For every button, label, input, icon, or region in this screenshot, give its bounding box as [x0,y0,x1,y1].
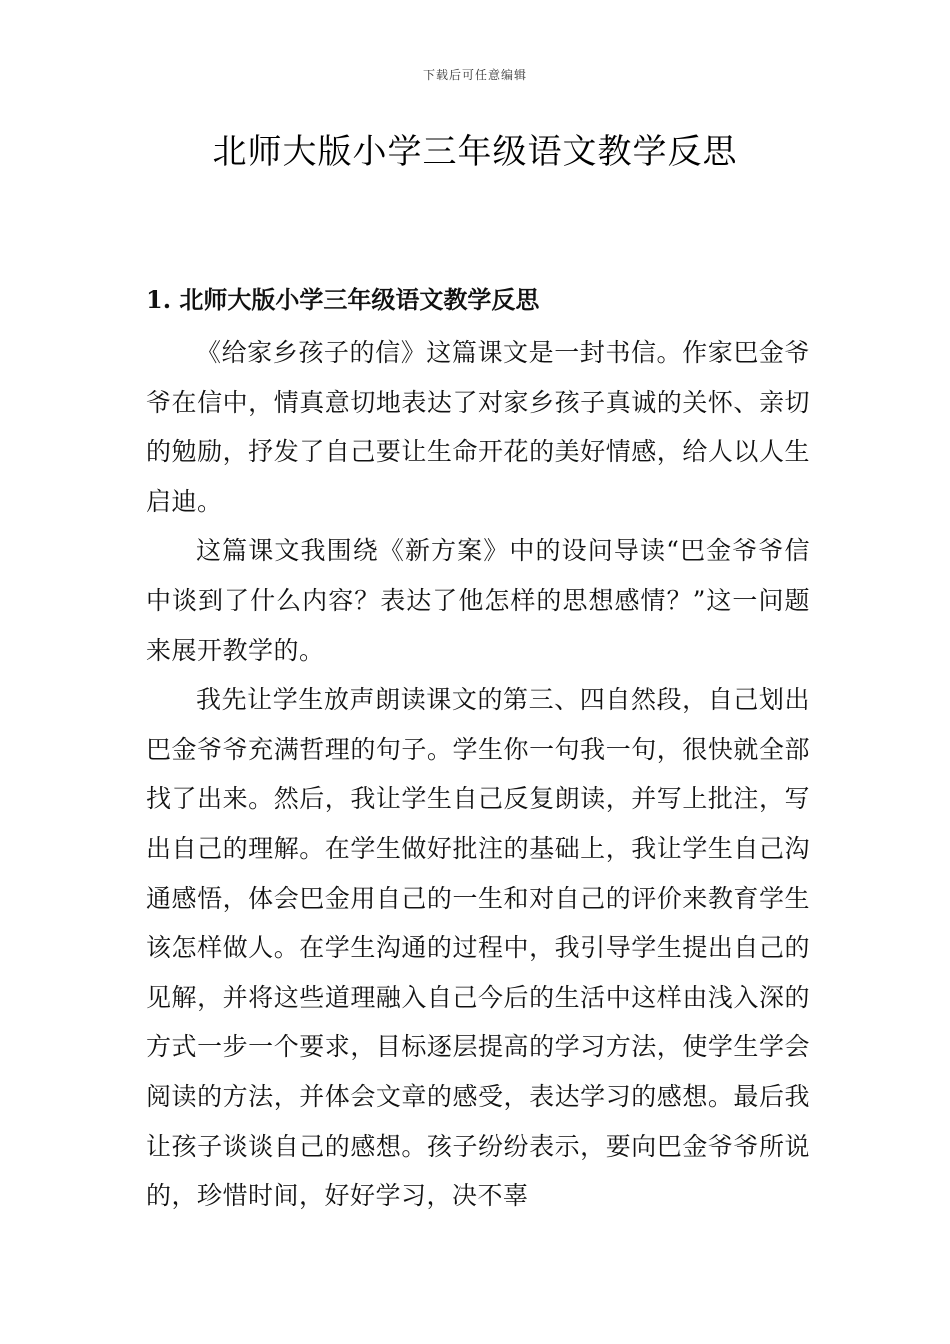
paragraph-teaching-process: 我先让学生放声朗读课文的第三、四自然段，自己划出巴金爷爷充满哲理的句子。学生你一句我一句，很快就全部找了出来。然后，我让学生自己反复朗读，并写上批注，写出自己的理解。在学生做好批注的基础上，我让学生自己沟通感悟，体会巴金用自己的一生和对自己的评价来教育学生该怎样做人。在学生沟通的过程中，我引导学生提出自己的见解，并将这些道理融入自己今后的生活中这样由浅入深的方式一步一个要求，目标逐层提高的学习方法，使学生学会阅读的方法，并体会文章的感受，表达学习的感想。最后我让孩子谈谈自己的感想。孩子纷纷表示，要向巴金爷爷所说的，珍惜时间，好好学习，决不辜 [146,685,810,1211]
document-title: 北师大版小学三年级语文教学反思 [212,132,738,172]
document-body [146,328,810,1221]
header-note: 下载后可任意编辑 [422,68,527,82]
section-heading: 1. 北师大版小学三年级语文教学反思 [146,285,540,314]
paragraph-intro: 《给家乡孩子的信》这篇课文是一封书信。作家巴金爷爷在信中，情真意切地表达了对家乡孩子真诚的关怀、亲切的勉励，抒发了自己要让生命开花的美好情感，给人以人生启迪。 [146,338,810,516]
paragraph-teaching-focus: 这篇课文我围绕《新方案》中的设问导读“巴金爷爷信中谈到了什么内容？表达了他怎样的思想感情？”这一问题来展开教学的。 [146,536,810,665]
